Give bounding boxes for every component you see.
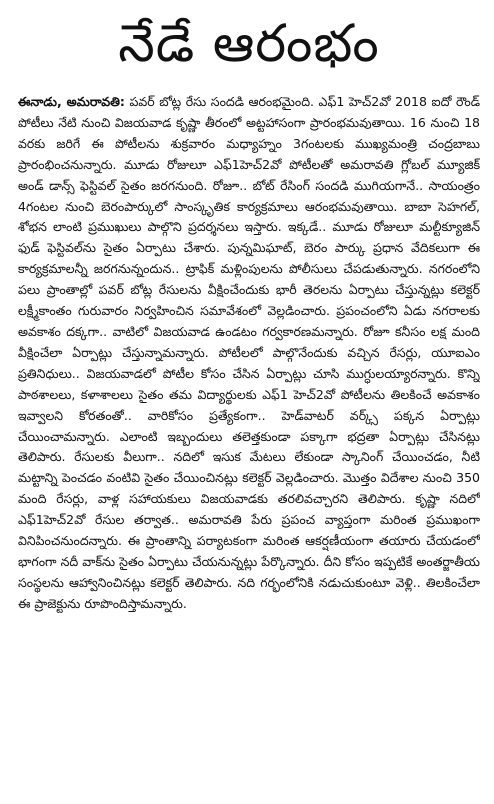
article-headline: నేడే ఆరంభం bbox=[118, 14, 380, 74]
article-body bbox=[18, 92, 480, 792]
article-body-text: పవర్ బోట్ల రేసు సందడి ఆరంభమైంది. ఎఫ్1 హెచ్2వో 2018 ఐదో రౌండ్ పోటీలు నేటి నుంచి విజయవాడ కృష్ణా తీరంలో అట్టహాసంగా ప్రారంభమవుతాయి. 16 నుంచి 18 వరకు జరిగే ఈ పోటీలను శుక్రవారం మధ్యాహ్నం 3గంటలకు ముఖ్యమంత్రి చంద్రబాబు ప్రారంభించనున్నారు. మూడు రోజులూ ఎఫ్1హెచ్2వో పోటీలతో అమరావతి గ్లోబల్ మ్యూజిక్ అండ్ డాన్స్ ఫెస్టివల్ సైతం జరగనుంది. రోజూ.. బోట్ రేసింగ్ సందడి ముగియగానే.. సాయంత్రం 4గంటల నుంచి బెరంపార్కులో సాంస్కృతిక కార్యక్రమాలు ఆరంభమవుతాయి. బాబా సెహగల్, శోభన లాంటి ప్రముఖులు పాల్గొని ప్రదర్శనలు ఇస్తారు. ఇక్కడే.. మూడు రోజులూ మల్టీక్యూజిన్ ఫుడ్ ఫెస్టివల్‌ను సైతం ఏర్పాటు చేశారు. పున్నమిఘాట్, బెరం పార్కు ప్రధాన వేదికలుగా ఈ కార్యక్రమాలన్నీ జరగనున్నందున.. ట్రాఫిక్ మళ్లింపులను పోలీసులు చేపడుతున్నారు. నగరంలోని పలు ప్రాంతాల్లో పవర్ బోట్ల రేసులను వీక్షించేందుకు భారీ తెరలను ఏర్పాటు చేస్తున్నట్లు కలెక్టర్ లక్ష్మీకాంతం గురువారం నిర్వహించిన సమావేశంలో వెల్లడించారు. ప్రపంచంలోని ఏడు నగరాలకు అవకాశం దక్కగా.. వాటిలో విజయవాడ ఉండటం గర్వకారణమన్నారు. రోజూ కనీసం లక్ష మంది వీక్షించేలా ఏర్పాట్లు చేస్తున్నామన్నారు. పోటీలలో పాల్గొనేందుకు వచ్చిన రేసర్లు, యూఐఎం ప్రతినిధులు.. విజయవాడలో పోటీల కోసం చేసిన ఏర్పాట్లు చూసి ముగ్ధులయ్యారన్నారు. కొన్ని పాఠశాలలు, కళాశాలలు సైతం తమ విద్యార్థులకు ఎఫ్1 హెచ్2వో పోటీలను తిలకించే అవకాశం ఇవ్వాలని కోరతంతో.. వారికోసం ప్రత్యేకంగా.. హెడ్‌వాటర్ వర్క్స్ పక్కన ఏర్పాట్లు చేయించామన్నారు. ఎలాంటి ఇబ్బందులు తలెత్తకుండా పక్కాగా భద్రతా ఏర్పాట్లు చేసినట్లు తెలిపారు. రేసులకు వీలుగా.. నదిలో ఇసుక మేటలు లేకుండా స్కానింగ్ చేయించడం, నీటి మట్టాన్ని పెంచడం వంటివి సైతం చేయించినట్లు కలెక్టర్ వెల్లడించారు. మొత్తం విదేశాల నుంచి 350 మంది రేసర్లు, వాళ్ల సహాయకులు విజయవాడకు తరలివచ్చారని తెలిపారు. కృష్ణా నదిలో ఎఫ్1హెచ్2వో రేసుల తర్వాత.. అమరావతి పేరు ప్రపంచ వ్యాప్తంగా మరింత ప్రముఖంగా వినిపించనుందన్నారు. ఈ ప్రాంతాన్ని పర్యాటకంగా మరింత ఆకర్షణీయంగా తయారు చేయడంలో భాగంగా నదీ వాక్‌ను సైతం ఏర్పాటు చేయనున్నట్లు పేర్కొన్నారు. దీని కోసం ఇప్పటికే అంతర్జాతీయ సంస్థలను ఆహ్వానించినట్లు కలెక్టర్ తెలిపారు. నది గర్భంలోనికి నడుచుకుంటూ వెళ్లి.. తిలకించేలా ఈ ప్రాజెక్టును రూపొందిస్తామన్నారు. bbox=[18, 94, 480, 611]
article-dateline: ఈనాడు, అమరావతి: bbox=[18, 94, 125, 109]
